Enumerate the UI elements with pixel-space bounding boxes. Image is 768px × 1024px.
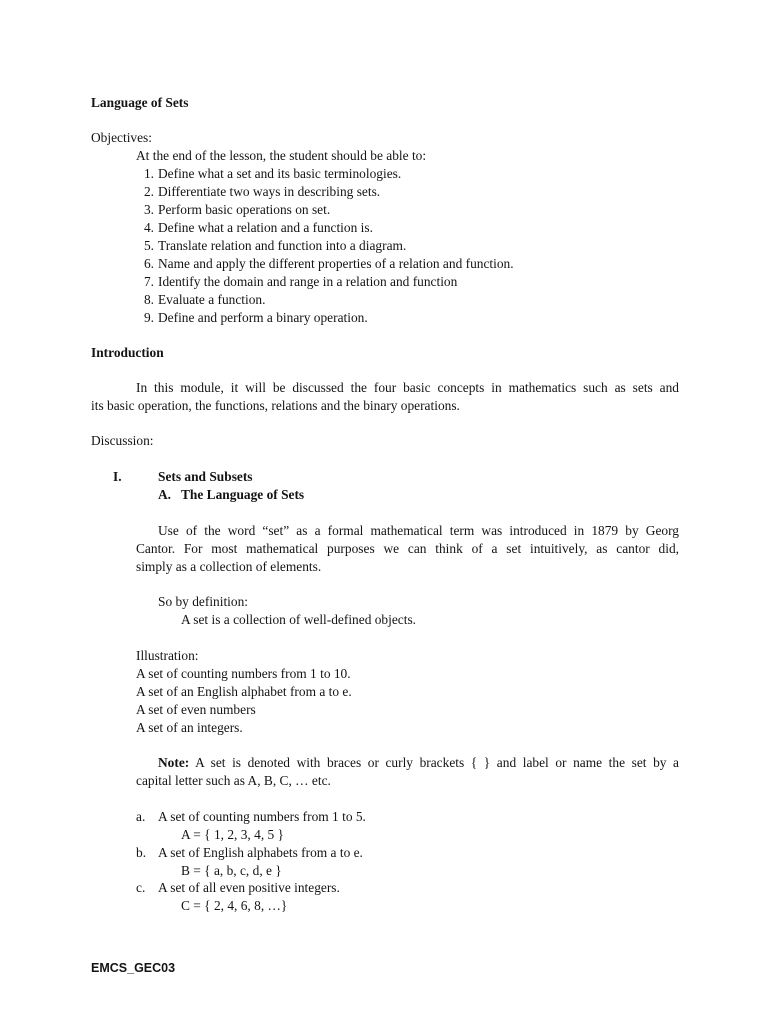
introduction-heading: Introduction xyxy=(91,345,164,360)
example-letter: b. xyxy=(136,845,147,860)
list-item: A set of counting numbers from 1 to 10. xyxy=(136,666,351,681)
example-letter: c. xyxy=(136,880,146,895)
list-item-text: Differentiate two ways in describing sets. xyxy=(158,184,381,199)
list-item-number: 4. xyxy=(143,220,154,235)
set-definition: A set is a collection of well-defined objects. xyxy=(181,612,417,627)
list-item-text: Name and apply the different properties of a relation and function. xyxy=(158,256,514,271)
note-text: A set is denoted with braces or curly brackets { } and label or name the set by a xyxy=(195,755,679,770)
note-line-2: capital letter such as A, B, C, … etc. xyxy=(136,773,331,788)
example-set: C = { 2, 4, 6, 8, …} xyxy=(181,898,288,913)
list-item-number: 7. xyxy=(143,274,154,289)
list-item-number: 2. xyxy=(143,184,154,199)
page-footer: EMCS_GEC03 xyxy=(91,961,176,975)
example-letter: a. xyxy=(136,809,146,824)
list-item-text: Perform basic operations on set. xyxy=(158,202,331,217)
example-text: A set of counting numbers from 1 to 5. xyxy=(158,809,366,824)
list-item: A set of an English alphabet from a to e. xyxy=(136,684,352,699)
introduction-paragraph-line-2: its basic operation, the functions, relations and the binary operations. xyxy=(91,398,460,413)
list-item-number: 6. xyxy=(143,256,154,271)
list-item-number: 3. xyxy=(143,202,154,217)
list-item-text: Identify the domain and range in a relation and function xyxy=(158,274,458,289)
example-text: A set of English alphabets from a to e. xyxy=(158,845,363,860)
set-history-line-1: Use of the word “set” as a formal mathematical term was introduced in 1879 by Georg xyxy=(158,523,679,538)
illustration-heading: Illustration: xyxy=(136,648,199,663)
page-title: Language of Sets xyxy=(91,95,189,110)
section-title: Sets and Subsets xyxy=(158,469,253,484)
list-item-text: Translate relation and function into a diagram. xyxy=(158,238,407,253)
section-number: I. xyxy=(113,469,122,484)
example-set: B = { a, b, c, d, e } xyxy=(181,863,282,878)
list-item-number: 1. xyxy=(143,166,154,181)
list-item-number: 5. xyxy=(143,238,154,253)
list-item: A set of an integers. xyxy=(136,720,243,735)
discussion-heading: Discussion: xyxy=(91,433,154,448)
list-item-text: Define what a set and its basic terminologies. xyxy=(158,166,402,181)
note-line-1 xyxy=(158,754,679,772)
objectives-heading: Objectives: xyxy=(91,130,152,145)
list-item-text: Define and perform a binary operation. xyxy=(158,310,368,325)
set-history-line-2: Cantor. For most mathematical purposes we can think of a set intuitively, as cantor did, xyxy=(136,541,679,556)
set-history-line-3: simply as a collection of elements. xyxy=(136,559,322,574)
list-item-text: Define what a relation and a function is. xyxy=(158,220,373,235)
list-item-number: 8. xyxy=(143,292,154,307)
list-item-text: Evaluate a function. xyxy=(158,292,266,307)
subsection-letter: A. xyxy=(158,487,172,502)
subsection-title: The Language of Sets xyxy=(181,487,305,502)
note-label: Note: xyxy=(158,755,190,770)
example-text: A set of all even positive integers. xyxy=(158,880,340,895)
definition-intro: So by definition: xyxy=(158,594,249,609)
example-set: A = { 1, 2, 3, 4, 5 } xyxy=(181,827,284,842)
introduction-paragraph-line-1: In this module, it will be discussed the four basic concepts in mathematics such as sets and xyxy=(136,380,679,395)
list-item-number: 9. xyxy=(143,310,154,325)
list-item: A set of even numbers xyxy=(136,702,256,717)
objectives-intro: At the end of the lesson, the student should be able to: xyxy=(136,148,427,163)
